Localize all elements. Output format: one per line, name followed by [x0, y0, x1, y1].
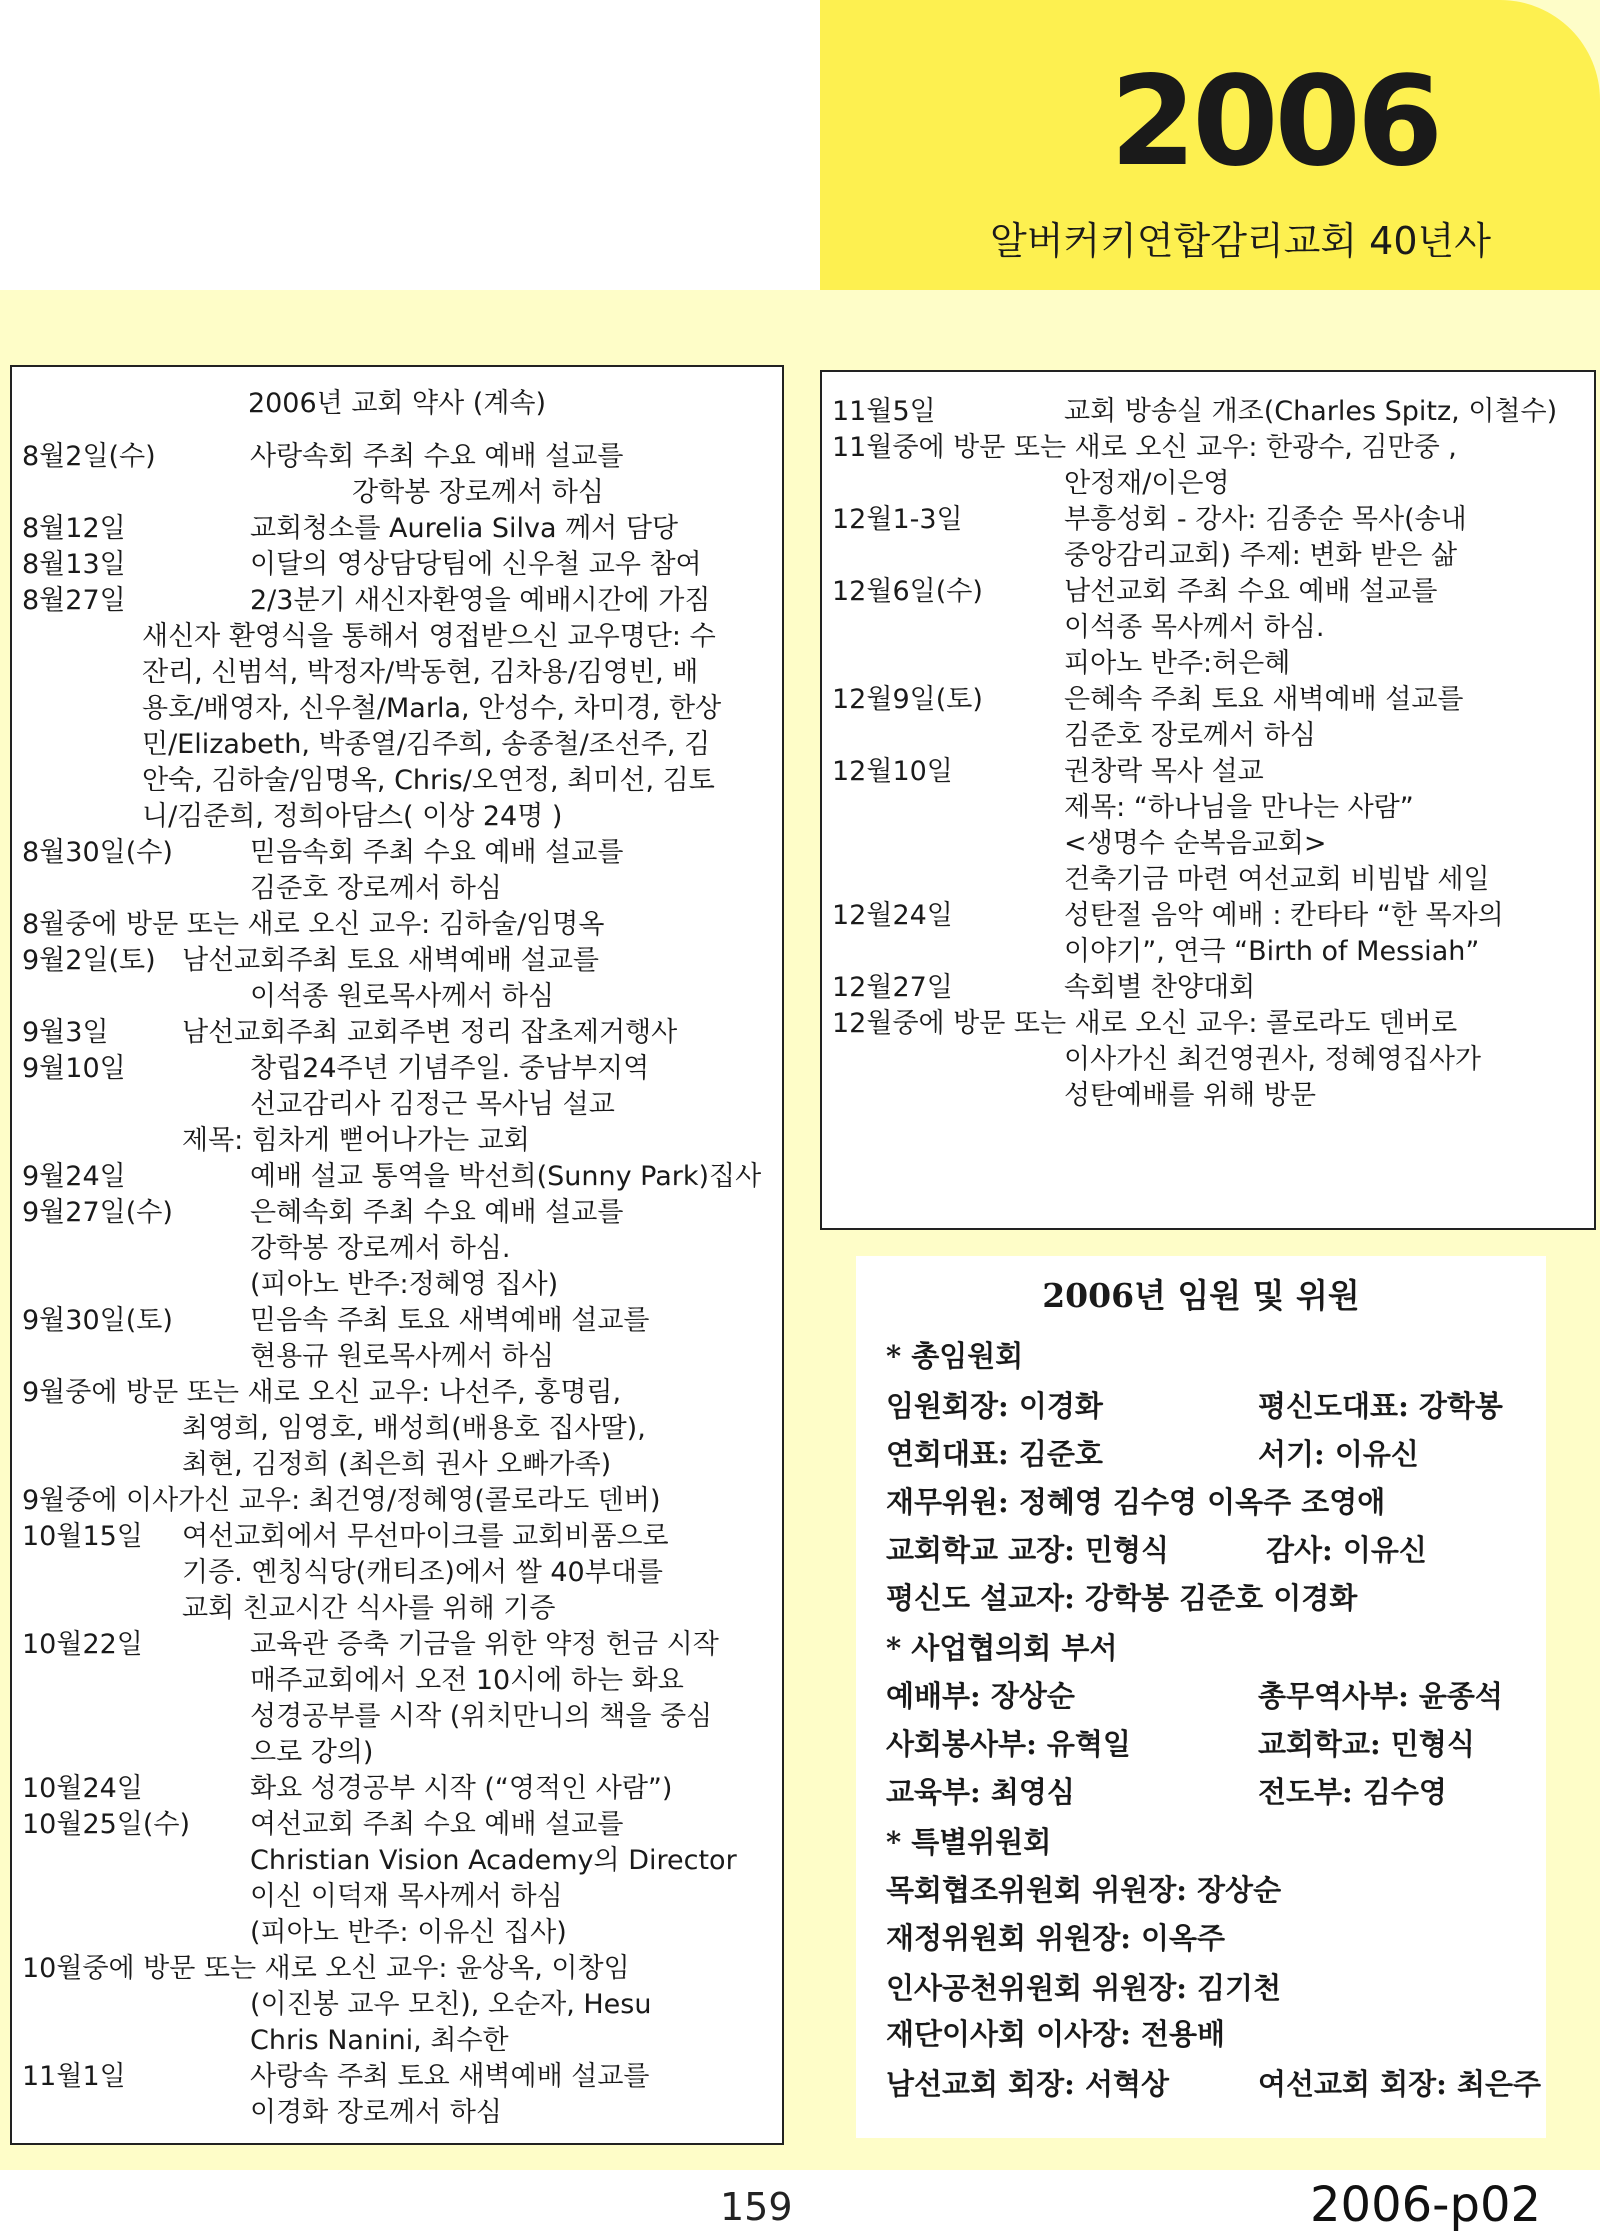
history-line — [22, 1627, 776, 1663]
history-line — [22, 1411, 776, 1447]
history-line — [832, 394, 1588, 430]
entry-text: 교육관 증축 기금을 위한 약정 헌금 시작 — [250, 1629, 719, 1660]
history-line — [832, 574, 1588, 610]
officer-entry: 평신도대표: 강학봉 — [1258, 1389, 1503, 1423]
entry-date: 8월중에 방문 또는 새로 오신 교우: 김하술/임명옥 — [22, 909, 605, 940]
page-number: 159 — [720, 2185, 793, 2229]
entry-text: 김준호 장로께서 하심 — [250, 873, 502, 904]
officer-entry: * 특별위원회 — [886, 1825, 1052, 1859]
entry-date: 12월6일(수) — [832, 576, 983, 607]
history-line — [22, 2095, 776, 2131]
entry-date: 10월22일 — [22, 1629, 143, 1660]
entry-date: 12월27일 — [832, 972, 953, 1003]
officer-entry: 남선교회 회장: 서혁상 — [886, 2067, 1170, 2101]
entry-text: 성탄절 음악 예배 : 칸타타 “한 목자의 — [1064, 900, 1504, 931]
officers-title: 2006년 임원 및 위원 — [1042, 1276, 1360, 1315]
officer-row — [886, 2062, 1542, 2102]
history-line — [22, 1879, 776, 1915]
officer-entry: 사회봉사부: 유혁일 — [886, 1727, 1131, 1761]
entry-text: (피아노 반주:정혜영 집사) — [250, 1269, 559, 1300]
entry-text: 이석종 목사께서 하심. — [1064, 612, 1325, 643]
officer-entry: * 사업협의회 부서 — [886, 1631, 1118, 1665]
history-line — [22, 979, 776, 1015]
history-line — [22, 1051, 776, 1087]
entry-date: 9월10일 — [22, 1053, 126, 1084]
entry-date: 9월중에 방문 또는 새로 오신 교우: 나선주, 홍명림, — [22, 1377, 622, 1408]
officer-row — [886, 1576, 1536, 1616]
history-line — [22, 1663, 776, 1699]
history-line — [22, 763, 776, 799]
entry-text: 믿음속 주최 토요 새벽예배 설교를 — [250, 1305, 650, 1336]
year-heading: 2006 — [1110, 50, 1440, 194]
entry-text: 여선교회 주최 수요 예배 설교를 — [250, 1809, 624, 1840]
entry-date: 10월15일 — [22, 1521, 143, 1552]
history-line — [832, 646, 1588, 682]
entry-text: 김준호 장로께서 하심 — [1064, 720, 1316, 751]
entry-text: 피아노 반주:허은혜 — [1064, 648, 1291, 679]
officer-row — [886, 1916, 1536, 1956]
officer-row — [886, 1722, 1536, 1762]
history-line — [22, 1015, 776, 1051]
page-code: 2006-p02 — [1310, 2177, 1542, 2233]
officer-row — [886, 1480, 1536, 1520]
entry-text: 안정재/이은영 — [1064, 468, 1230, 499]
entry-text: 잔리, 신범석, 박정자/박동현, 김차용/김영빈, 배 — [142, 657, 699, 688]
entry-date: 8월27일 — [22, 585, 126, 616]
history-line — [832, 610, 1588, 646]
entry-date: 10월중에 방문 또는 새로 오신 교우: 윤상옥, 이창임 — [22, 1953, 630, 1984]
officer-entry: 평신도 설교자: 강학봉 김준호 이경화 — [886, 1581, 1358, 1615]
entry-date: 8월2일(수) — [22, 441, 156, 472]
entry-text: 용호/배영자, 신우철/Marla, 안성수, 차미경, 한상 — [142, 693, 722, 724]
entry-text: 이신 이덕재 목사께서 하심 — [250, 1881, 563, 1912]
entry-text: 이경화 장로께서 하심 — [250, 2097, 502, 2128]
entry-text: 제목: “하나님을 만나는 사람” — [1064, 792, 1414, 823]
history-line — [832, 466, 1588, 502]
entry-text: 선교감리사 김정근 목사님 설교 — [250, 1089, 615, 1120]
entry-text: 제목: 힘차게 뻗어나가는 교회 — [182, 1125, 530, 1156]
entry-text: (이진봉 교우 모친), 오순자, Hesu — [250, 1989, 652, 2020]
officer-entry: 여선교회 회장: 최은주 — [1258, 2067, 1542, 2101]
entry-date: 8월12일 — [22, 513, 126, 544]
history-line — [22, 2059, 776, 2095]
officer-entry: 서기: 이유신 — [1258, 1437, 1419, 1471]
history-line — [832, 1078, 1588, 1114]
history-line — [832, 826, 1588, 862]
entry-text: 기증. 옌칭식당(캐티조)에서 쌀 40부대를 — [182, 1557, 663, 1588]
officer-row — [886, 1868, 1536, 1908]
history-line — [22, 727, 776, 763]
history-line — [22, 1771, 776, 1807]
entry-text: 남선교회주최 토요 새벽예배 설교를 — [182, 945, 599, 976]
entry-text: 이달의 영상담당팀에 신우철 교우 참여 — [250, 549, 702, 580]
history-line — [832, 538, 1588, 574]
history-line — [22, 943, 776, 979]
entry-text: 사랑속 주최 토요 새벽예배 설교를 — [250, 2061, 650, 2092]
entry-text: 창립24주년 기념주일. 중남부지역 — [250, 1053, 650, 1084]
entry-date: 9월2일(토) — [22, 945, 156, 976]
officer-entry: * 총임원회 — [886, 1339, 1024, 1373]
history-line — [22, 1987, 776, 2023]
entry-text: 건축기금 마련 여선교회 비빔밥 세일 — [1064, 864, 1490, 895]
officer-row — [886, 1432, 1536, 1472]
history-line — [22, 1915, 776, 1951]
history-line — [832, 790, 1588, 826]
entry-text: 중앙감리교회) 주제: 변화 받은 삶 — [1064, 540, 1458, 571]
history-line — [22, 1303, 776, 1339]
history-line — [22, 439, 776, 475]
entry-text: 새신자 환영식을 통해서 영접받으신 교우명단: 수 — [142, 621, 716, 652]
entry-text: 교회청소를 Aurelia Silva 께서 담당 — [250, 513, 678, 544]
entry-date: 11월5일 — [832, 396, 936, 427]
entry-text: 니/김준희, 정희아담스( 이상 24명 ) — [142, 801, 563, 832]
entry-text: 남선교회주최 교회주변 정리 잡초제거행사 — [182, 1017, 678, 1048]
entry-date: 8월30일(수) — [22, 837, 173, 868]
entry-text: 이사가신 최건영권사, 정혜영집사가 — [1064, 1044, 1481, 1075]
entry-text: 안숙, 김하술/임명옥, Chris/오연정, 최미선, 김토 — [142, 765, 715, 796]
entry-text: 최영희, 임영호, 배성희(배용호 집사딸), — [182, 1413, 646, 1444]
history-line — [22, 835, 776, 871]
officer-row — [886, 1820, 1536, 1860]
entry-text: 이석종 원로목사께서 하심 — [250, 981, 555, 1012]
entry-text: (피아노 반주: 이유신 집사) — [250, 1917, 567, 1948]
entry-date: 9월24일 — [22, 1161, 126, 1192]
history-box-right — [820, 370, 1596, 1230]
history-line — [22, 1123, 776, 1159]
entry-text: <생명수 순복음교회> — [1064, 828, 1327, 859]
entry-text: 교회 친교시간 식사를 위해 기증 — [182, 1593, 556, 1624]
history-entries-right — [832, 394, 1588, 1114]
entry-text: 매주교회에서 오전 10시에 하는 화요 — [250, 1665, 684, 1696]
history-line — [22, 1843, 776, 1879]
history-line — [22, 1447, 776, 1483]
entry-text: 예배 설교 통역을 박선희(Sunny Park)집사 — [250, 1161, 762, 1192]
history-line — [22, 1231, 776, 1267]
history-line — [22, 619, 776, 655]
officer-entry: 목회협조위원회 위원장: 장상순 — [886, 1873, 1282, 1907]
entry-text: 강학봉 장로께서 하심. — [250, 1233, 511, 1264]
officer-entry: 임원회장: 이경화 — [886, 1389, 1103, 1423]
history-line — [832, 862, 1588, 898]
history-line — [22, 1087, 776, 1123]
history-line — [22, 2023, 776, 2059]
entry-text: 은혜속 주최 토요 새벽예배 설교를 — [1064, 684, 1464, 715]
officer-row — [886, 1674, 1536, 1714]
officer-row — [886, 1626, 1536, 1666]
officer-row — [886, 1384, 1536, 1424]
officer-entry: 교회학교: 민형식 — [1258, 1727, 1475, 1761]
history-line — [22, 1339, 776, 1375]
history-line — [22, 511, 776, 547]
history-line — [22, 475, 776, 511]
entry-text: 믿음속회 주최 수요 예배 설교를 — [250, 837, 624, 868]
entry-text: 현용규 원로목사께서 하심 — [250, 1341, 555, 1372]
officer-entry: 전도부: 김수영 — [1258, 1775, 1447, 1809]
entry-date: 12월9일(토) — [832, 684, 983, 715]
history-line — [22, 1951, 776, 1987]
entry-date: 9월27일(수) — [22, 1197, 173, 1228]
header-white-area — [0, 0, 820, 290]
entry-text: 성경공부를 시작 (위치만니의 책을 중심 — [250, 1701, 713, 1732]
officer-entry: 연회대표: 김준호 — [886, 1437, 1103, 1471]
entry-date: 12월24일 — [832, 900, 953, 931]
entry-date: 8월13일 — [22, 549, 126, 580]
entry-date: 9월3일 — [22, 1017, 109, 1048]
officer-entry: 총무역사부: 윤종석 — [1258, 1679, 1503, 1713]
history-line — [22, 1699, 776, 1735]
history-line — [832, 1006, 1588, 1042]
officers-box — [856, 1256, 1546, 2138]
entry-text: 권창락 목사 설교 — [1064, 756, 1264, 787]
entry-date: 9월중에 이사가신 교우: 최건영/정혜영(콜로라도 덴버) — [22, 1485, 661, 1516]
history-line — [22, 1591, 776, 1627]
entry-text: 화요 성경공부 시작 (“영적인 사람”) — [250, 1773, 673, 1804]
officer-row — [886, 1334, 1536, 1374]
entry-text: 교회 방송실 개조(Charles Spitz, 이철수) — [1064, 396, 1558, 427]
history-line — [22, 547, 776, 583]
entry-text: 여선교회에서 무선마이크를 교회비품으로 — [182, 1521, 669, 1552]
history-line — [22, 1267, 776, 1303]
entry-date: 10월25일(수) — [22, 1809, 191, 1840]
history-line — [22, 1555, 776, 1591]
officer-entry: 교육부: 최영심 — [886, 1775, 1075, 1809]
history-line — [832, 754, 1588, 790]
entry-text: 사랑속회 주최 수요 예배 설교를 — [250, 441, 624, 472]
entry-date: 11월중에 방문 또는 새로 오신 교우: 한광수, 김만중 , — [832, 432, 1457, 463]
officer-row — [886, 1528, 1536, 1568]
entry-text: 강학봉 장로께서 하심 — [352, 477, 604, 508]
history-entries-left — [22, 439, 776, 2131]
entry-text: 이야기”, 연극 “Birth of Messiah” — [1064, 936, 1480, 967]
officer-entry: 재단이사회 이사장: 전용배 — [886, 2017, 1226, 2051]
history-line — [22, 691, 776, 727]
officer-entry: 감사: 이유신 — [1266, 1533, 1427, 1567]
history-line — [22, 1483, 776, 1519]
entry-text: Christian Vision Academy의 Director — [250, 1845, 737, 1876]
entry-text: Chris Nanini, 최수한 — [250, 2025, 509, 2056]
entry-text: 최현, 김정희 (최은희 권사 오빠가족) — [182, 1449, 612, 1480]
officer-entry: 재정위원회 위원장: 이옥주 — [886, 1921, 1226, 1955]
entry-text: 부흥성회 - 강사: 김종순 목사(송내 — [1064, 504, 1467, 535]
history-line — [832, 970, 1588, 1006]
history-line — [832, 934, 1588, 970]
history-line — [832, 430, 1588, 466]
officer-entry: 인사공천위원회 위원장: 김기천 — [886, 1971, 1282, 2005]
entry-date: 9월30일(토) — [22, 1305, 173, 1336]
history-line — [22, 1735, 776, 1771]
history-line — [832, 898, 1588, 934]
history-line — [22, 1519, 776, 1555]
history-title: 2006년 교회 약사 (계속) — [247, 388, 547, 419]
history-line — [832, 1042, 1588, 1078]
entry-text: 으로 강의) — [250, 1737, 374, 1768]
history-line — [22, 655, 776, 691]
history-line — [22, 1195, 776, 1231]
entry-text: 성탄예배를 위해 방문 — [1064, 1080, 1316, 1111]
officer-entry: 교회학교 교장: 민형식 — [886, 1533, 1170, 1567]
history-box-left — [10, 365, 784, 2145]
history-line — [22, 799, 776, 835]
history-line — [22, 583, 776, 619]
history-line — [22, 871, 776, 907]
entry-date: 10월24일 — [22, 1773, 143, 1804]
book-subtitle: 알버커키연합감리교회 40년사 — [990, 219, 1491, 263]
officer-entry: 재무위원: 정혜영 김수영 이옥주 조영애 — [886, 1485, 1386, 1519]
officer-row — [886, 1770, 1536, 1810]
entry-date: 12월중에 방문 또는 새로 오신 교우: 콜로라도 덴버로 — [832, 1008, 1458, 1039]
officer-entry: 예배부: 장상순 — [886, 1679, 1075, 1713]
entry-date: 12월10일 — [832, 756, 953, 787]
entry-date: 12월1-3일 — [832, 504, 963, 535]
history-line — [832, 682, 1588, 718]
entry-text: 2/3분기 새신자환영을 예배시간에 가짐 — [250, 585, 711, 616]
entry-text: 민/Elizabeth, 박종열/김주희, 송종철/조선주, 김 — [142, 729, 711, 760]
entry-date: 11월1일 — [22, 2061, 126, 2092]
entry-text: 남선교회 주최 수요 예배 설교를 — [1064, 576, 1438, 607]
entry-text: 은혜속회 주최 수요 예배 설교를 — [250, 1197, 624, 1228]
entry-text: 속회별 찬양대회 — [1064, 972, 1256, 1003]
history-line — [832, 718, 1588, 754]
history-line — [22, 1159, 776, 1195]
history-line — [832, 502, 1588, 538]
history-line — [22, 1375, 776, 1411]
officer-row — [886, 2012, 1536, 2052]
history-line — [22, 907, 776, 943]
history-line — [22, 1807, 776, 1843]
officer-row — [886, 1966, 1536, 2006]
